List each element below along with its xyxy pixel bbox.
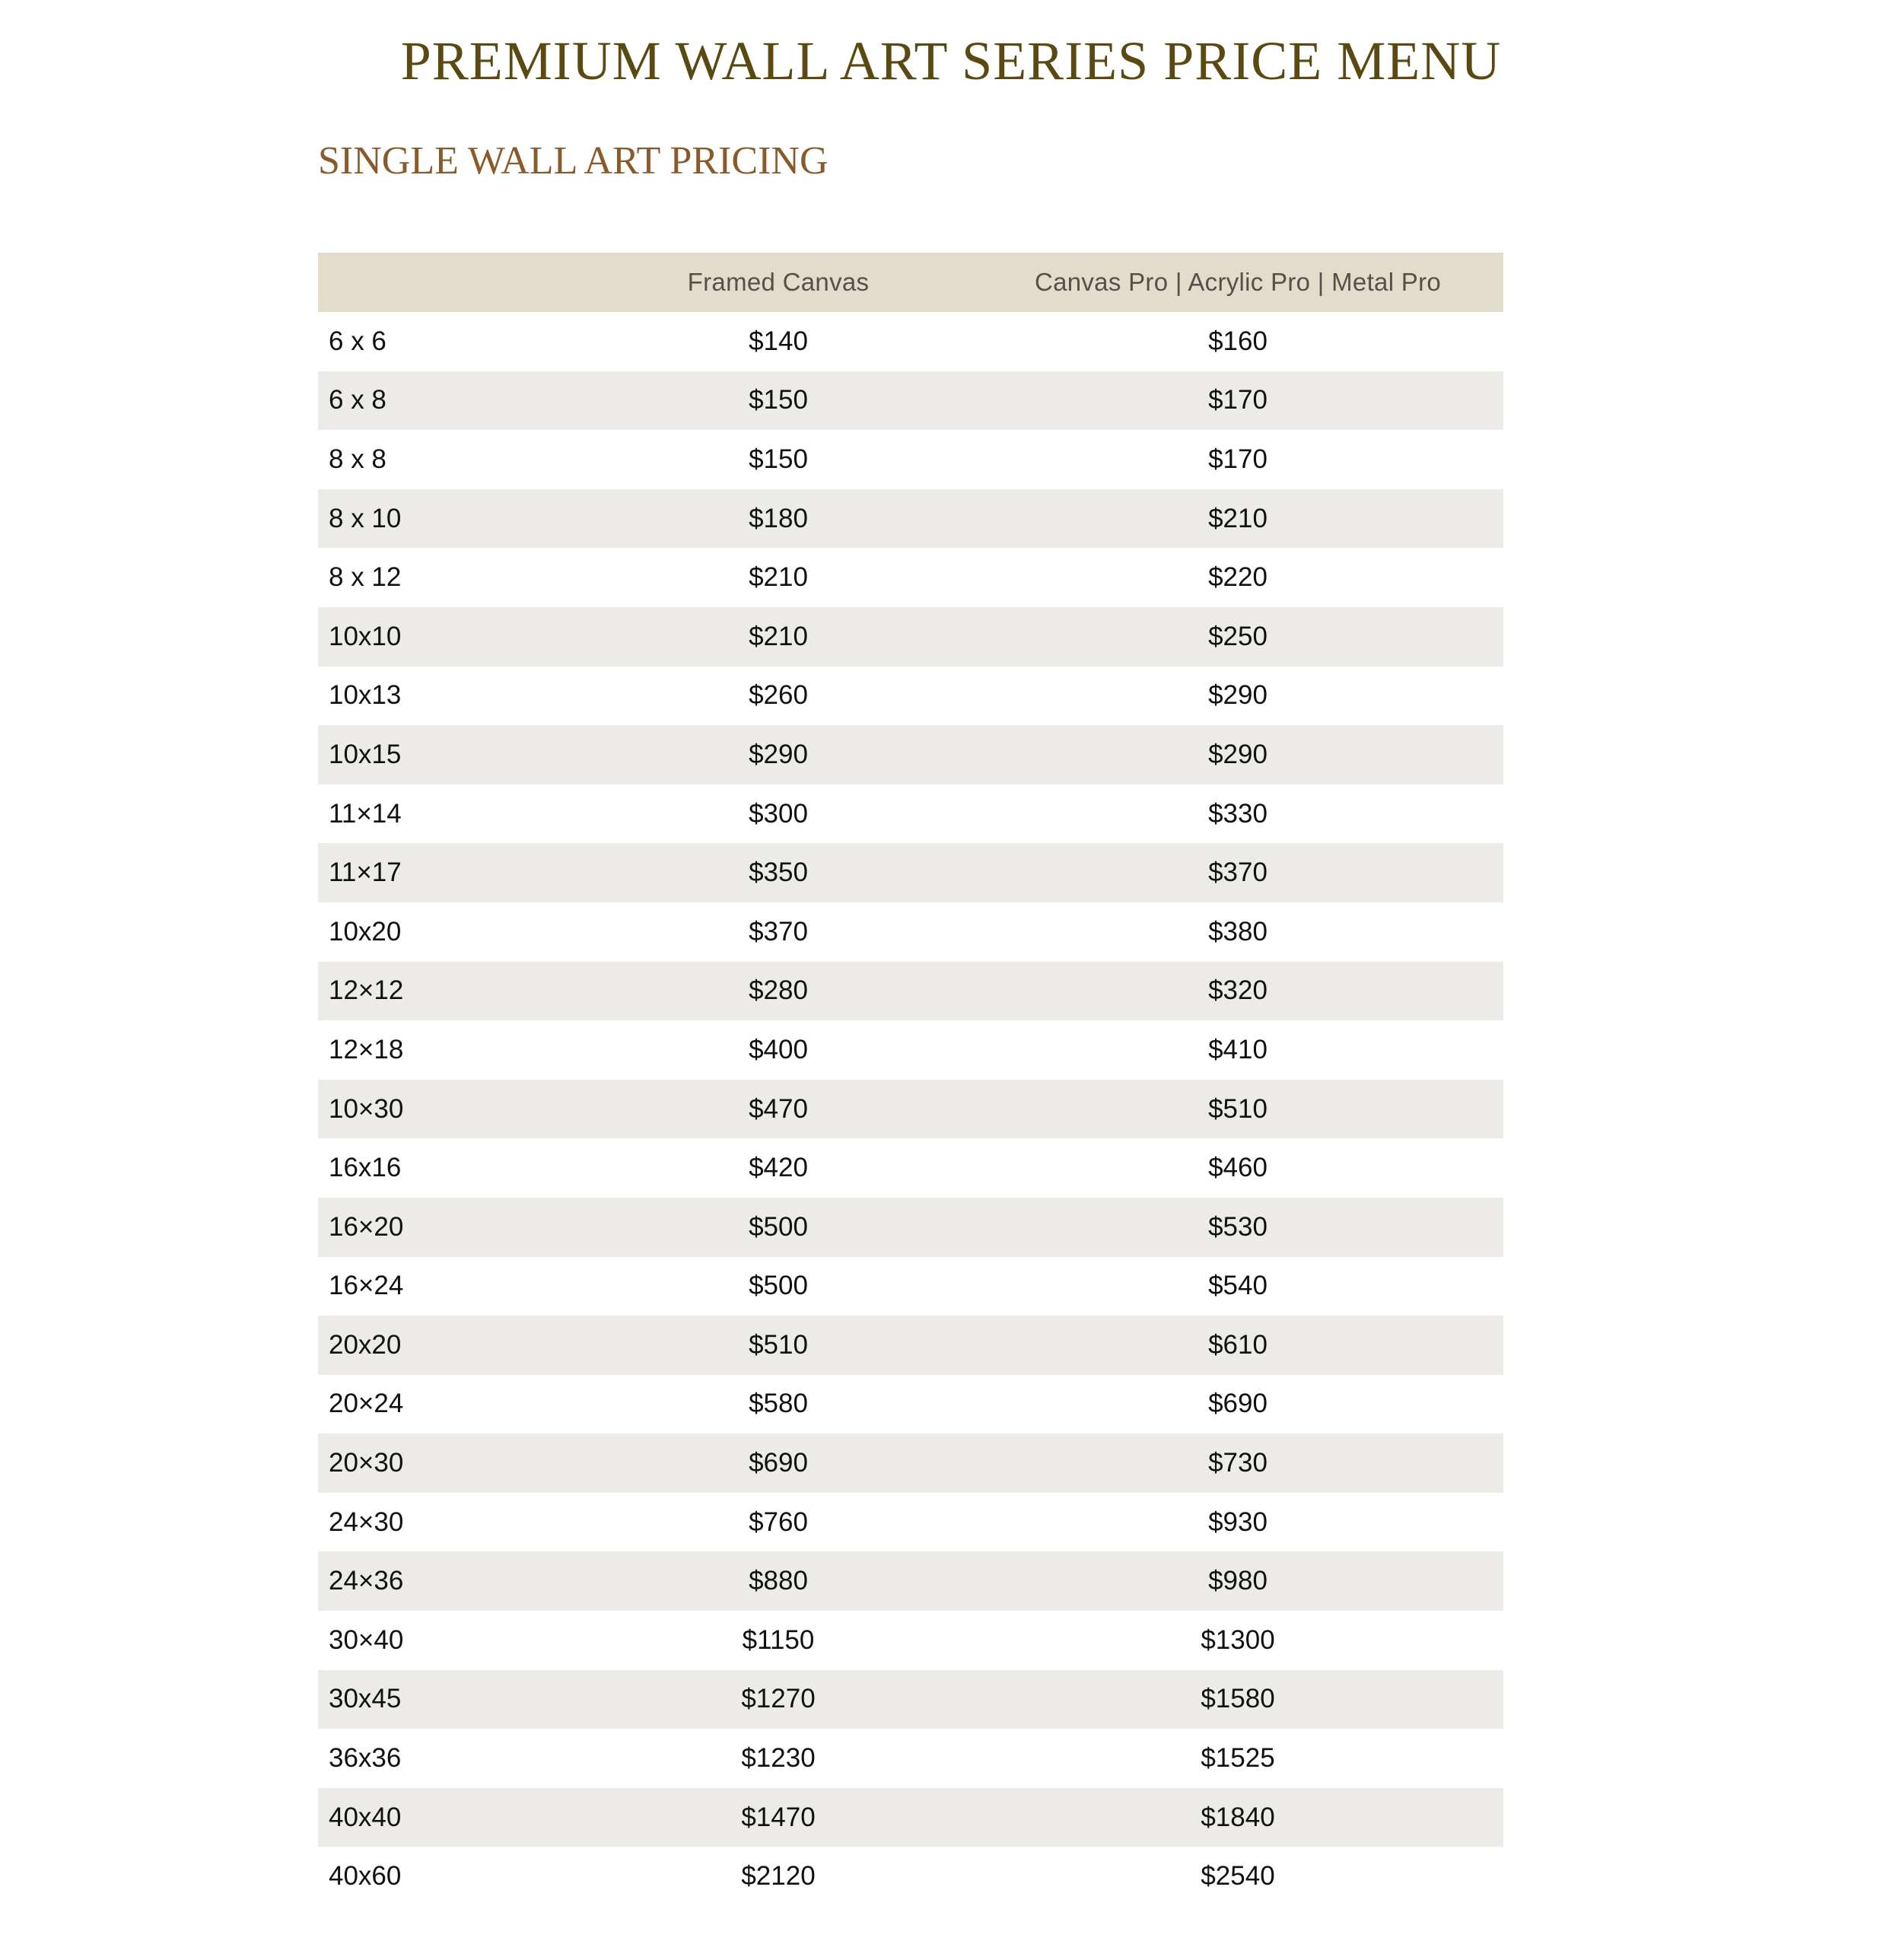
table-row <box>318 1493 1503 1552</box>
pro-series-price: $930 <box>1208 1507 1267 1537</box>
table-row <box>318 1433 1503 1493</box>
table-row <box>318 489 1503 549</box>
pro-series-price: $330 <box>1208 798 1267 829</box>
framed-canvas-price: $260 <box>749 680 808 711</box>
framed-canvas-price: $500 <box>749 1211 808 1242</box>
table-row <box>318 1316 1503 1375</box>
pro-series-price: $220 <box>1208 562 1267 593</box>
pro-series-price: $510 <box>1208 1093 1267 1124</box>
framed-canvas-price: $1270 <box>741 1684 816 1714</box>
framed-canvas-price: $470 <box>749 1093 808 1124</box>
table-row <box>318 725 1503 784</box>
size-cell: 16×20 <box>329 1211 404 1242</box>
framed-canvas-price: $290 <box>749 739 808 769</box>
size-cell: 10×30 <box>329 1093 404 1124</box>
framed-canvas-price: $2120 <box>741 1861 816 1892</box>
size-cell: 20×24 <box>329 1389 404 1419</box>
table-row <box>318 1551 1503 1611</box>
pro-series-price: $1300 <box>1201 1624 1275 1655</box>
table-row <box>318 312 1503 371</box>
framed-canvas-price: $880 <box>749 1566 808 1596</box>
price-table-header <box>318 253 1503 312</box>
pro-series-price: $370 <box>1208 858 1267 888</box>
table-row <box>318 1729 1503 1788</box>
table-row <box>318 1788 1503 1847</box>
size-cell: 30x45 <box>329 1684 402 1714</box>
size-cell: 10x13 <box>329 680 402 711</box>
table-row <box>318 1198 1503 1257</box>
pro-series-price: $980 <box>1208 1566 1267 1596</box>
framed-canvas-price: $760 <box>749 1507 808 1537</box>
table-row <box>318 430 1503 489</box>
pro-series-price: $690 <box>1208 1389 1267 1419</box>
size-cell: 10x15 <box>329 739 402 769</box>
table-row <box>318 548 1503 607</box>
size-cell: 12×12 <box>329 975 404 1006</box>
framed-canvas-price: $1230 <box>741 1743 816 1774</box>
table-row <box>318 843 1503 902</box>
framed-canvas-price: $690 <box>749 1448 808 1478</box>
section-title: SINGLE WALL ART PRICING <box>318 139 829 183</box>
page-title: PREMIUM WALL ART SERIES PRICE MENU <box>400 30 1502 91</box>
header-row <box>318 253 1503 312</box>
size-cell: 8 x 8 <box>329 444 386 474</box>
size-cell: 10x20 <box>329 916 402 947</box>
table-row <box>318 1670 1503 1729</box>
size-cell: 12×18 <box>329 1034 404 1064</box>
size-cell: 8 x 10 <box>329 503 402 533</box>
pro-series-price: $380 <box>1208 916 1267 947</box>
pro-series-price: $460 <box>1208 1153 1267 1183</box>
pro-series-price: $2540 <box>1201 1861 1275 1892</box>
framed-canvas-price: $150 <box>749 444 808 474</box>
size-cell: 20x20 <box>329 1329 402 1360</box>
size-cell: 24×36 <box>329 1566 404 1596</box>
framed-canvas-price: $180 <box>749 503 808 533</box>
size-cell: 30×40 <box>329 1624 404 1655</box>
framed-canvas-price: $370 <box>749 916 808 947</box>
framed-canvas-price: $210 <box>749 562 808 593</box>
pro-series-price: $610 <box>1208 1329 1267 1360</box>
table-row <box>318 607 1503 667</box>
table-row <box>318 1020 1503 1080</box>
pro-series-price: $540 <box>1208 1271 1267 1301</box>
pro-series-price: $290 <box>1208 680 1267 711</box>
pro-series-price: $210 <box>1208 503 1267 533</box>
price-table-body <box>318 312 1503 1906</box>
table-row <box>318 1611 1503 1670</box>
pro-series-price: $1840 <box>1201 1802 1275 1832</box>
pro-series-price: $170 <box>1208 385 1267 415</box>
size-cell: 11×14 <box>329 798 402 829</box>
framed-canvas-price: $400 <box>749 1034 808 1064</box>
size-cell: 16x16 <box>329 1153 402 1183</box>
table-row <box>318 962 1503 1021</box>
framed-canvas-price: $580 <box>749 1389 808 1419</box>
framed-canvas-price: $210 <box>749 621 808 651</box>
pro-series-price: $730 <box>1208 1448 1267 1478</box>
table-row <box>318 1375 1503 1434</box>
framed-canvas-price: $280 <box>749 975 808 1006</box>
pro-series-price: $1525 <box>1201 1743 1275 1774</box>
pro-series-price: $290 <box>1208 739 1267 769</box>
framed-canvas-price: $500 <box>749 1271 808 1301</box>
pro-series-price: $160 <box>1208 326 1267 356</box>
table-row <box>318 1080 1503 1139</box>
header-size <box>318 253 584 312</box>
size-cell: 6 x 8 <box>329 385 386 415</box>
size-cell: 24×30 <box>329 1507 404 1537</box>
table-row <box>318 1138 1503 1198</box>
size-cell: 6 x 6 <box>329 326 386 356</box>
pro-series-price: $320 <box>1208 975 1267 1006</box>
pro-series-price: $170 <box>1208 444 1267 474</box>
framed-canvas-price: $510 <box>749 1329 808 1360</box>
framed-canvas-price: $300 <box>749 798 808 829</box>
table-row <box>318 784 1503 844</box>
pro-series-price: $1580 <box>1201 1684 1275 1714</box>
framed-canvas-price: $150 <box>749 385 808 415</box>
table-row <box>318 902 1503 962</box>
price-table <box>318 253 1503 1906</box>
framed-canvas-price: $140 <box>749 326 808 356</box>
size-cell: 40x60 <box>329 1861 402 1892</box>
size-cell: 40x40 <box>329 1802 402 1832</box>
pro-series-price: $530 <box>1208 1211 1267 1242</box>
framed-canvas-price: $1470 <box>741 1802 816 1832</box>
table-row <box>318 1847 1503 1906</box>
pro-series-price: $410 <box>1208 1034 1267 1064</box>
framed-canvas-price: $420 <box>749 1153 808 1183</box>
framed-canvas-price: $1150 <box>742 1624 815 1655</box>
table-row <box>318 667 1503 726</box>
size-cell: 16×24 <box>329 1271 404 1301</box>
size-cell: 8 x 12 <box>329 562 402 593</box>
size-cell: 36x36 <box>329 1743 402 1774</box>
table-row <box>318 1257 1503 1316</box>
size-cell: 11×17 <box>329 858 402 888</box>
pro-series-price: $250 <box>1208 621 1267 651</box>
table-row <box>318 371 1503 431</box>
header-pro-series: Canvas Pro | Acrylic Pro | Metal Pro <box>1034 268 1442 296</box>
size-cell: 10x10 <box>329 621 402 651</box>
framed-canvas-price: $350 <box>749 858 808 888</box>
header-framed-canvas: Framed Canvas <box>687 268 870 296</box>
size-cell: 20×30 <box>329 1448 404 1478</box>
